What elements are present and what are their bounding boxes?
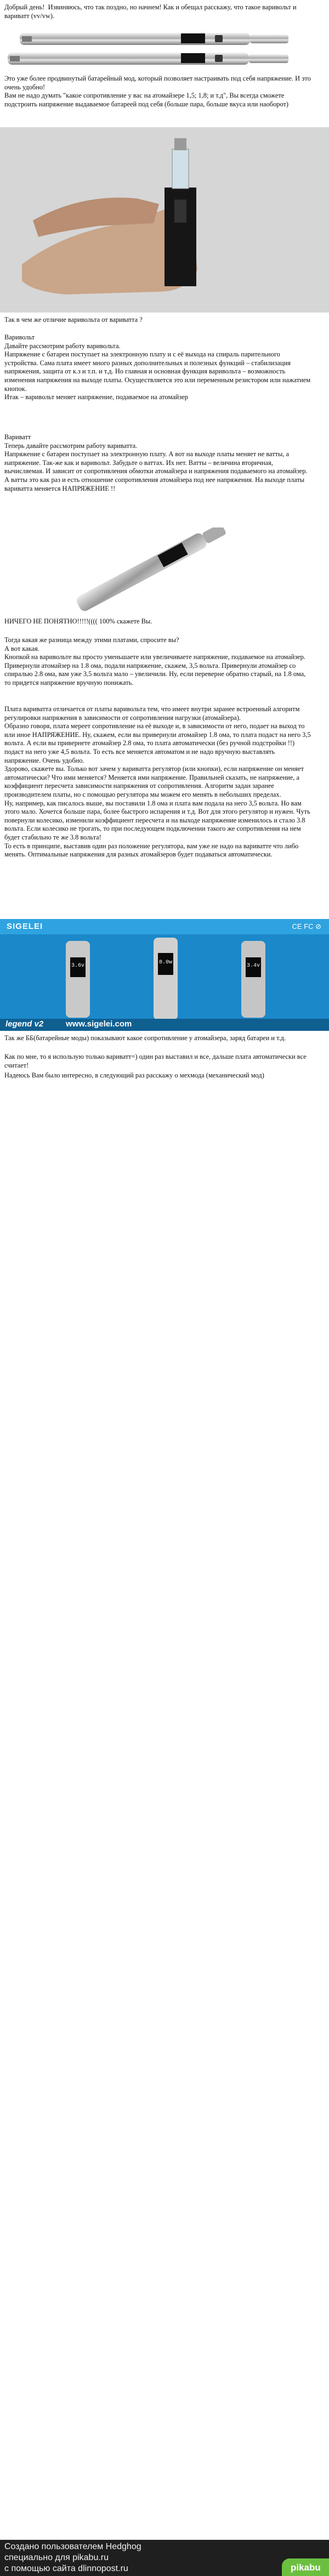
description-paragraph: Это уже более продвинутый батарейный мод, который позволяет настраивать под себя напряжение. И это очень удобно! Вам не надо думать "какое сопротивление у вас на атомайзере 1,5; 1,8; и т.д", Вы всегда сможете подстроить напряжение выдаваемое батареей под себя (больше пара, больше вкуса или наоборот) [4, 75, 311, 108]
variwatt-board-explanation: Плата вариватта отличается от платы варивольта тем, что имеет внутри заранее встроенный алгоритм регулировки напряжения в зависимости от сопротивления нагрузки (атомайзера). Образно говоря, плата мереет сопротивление на её выходе и, в зависимости от него, подает на выход то или иное НАПРЯЖЕНИЕ. Ну, скажем, если вы привернули атомайзер 1.8 ома, то плата подаст на него 3,5 вольта. А если вы привернете атомайзер 2.8 ома, то плата автоматически (без ручной подстройки !!) подаст на него уже 4,5 вольта. То есть все меняется автоматом и не надо вручную выставлять напряжение. Очень удобно. Здорово, скажете вы. Только вот зачем у вариватта регулятор (или кнопки), если напряжение он меняет автоматически? Что ими меняется? Меняется ими напряжение. Правильней сказать, не напряжение, а коэффициент пересчета зависимости напряжения от сопротивления. Алгоритм задан заранее производителем платы, но с помощью регулятора мы можем его менять в небольших пределах. Ну, например, как писалось выше, вы поставили 1.8 ома и плата вам подала на него 3,5 вольта. Но вам этого мало. Хочется больше пара, более быстрого испарения и т.д. Вот для этого регулятор и нужен. Чуть повернули колесико, изменили коэффициент пересчета и на выходе напряжение изменилось и стало 3.8 вольта. Если колесико не трогать, то при последующем подключении такого же сопротивления на нем будет стабильно те же 3.8 вольта! То есть в принципе, выставив один раз положение регулятора, вам уже не надо на вариватте что либо менять. Оптимальные напряжения для разных атомайзеров будет подаваться автоматически. [4, 705, 311, 859]
intro-paragraph: Добрый день! Извиняюсь, что так поздно, но начнем! Как и обещал расскажу, что такое варивольт и вариватт (vv/vw). [4, 3, 298, 20]
mod-illustration [0, 29, 329, 72]
variwatt-section: Вариватт Теперь давайте рассмотрим работу вариватта. Напряжение с батареи поступает на электронную плату. А вот на выходе платы меняет не ватты, а напряжение. Так-же как и варивольт. Забудьте о ваттах. Их нет. Ватты – величина вторичная, вычисляемая. И зависит от сопротивления обмотки атомайзера и напряжения подаваемого на атомайзер. А ватты это как раз и есть отношение сопротивления атомайзера под нее напряжения. На выходе платы вариватта меняется НАПРЯЖЕНИЕ !! [4, 433, 308, 492]
device-readout-2: 8.0w [159, 960, 173, 966]
footer-author: Создано пользователем Hedghog [4, 2542, 141, 2551]
footer-credit [0, 2540, 329, 2576]
difference-explanation: Тогда какая же разница между этими платами, спросите вы? А вот какая. Кнопкой на варивольте вы просто уменьшаете или увеличиваете напряжение, подаваемое на атомайзер. Привернули атомайзер на 1.8 ома, подали напряжение, скажем, 3,5 вольта. Привернули атомайзер со спиралью 2.8 ома, вам уже 3,5 вольта мало – увеличили. Ну, если переверне обратно старый, на 1.8 ома, то придется напряжение вручную понижать. [4, 636, 306, 686]
varivolt-section: Варивольт Давайте рассмотрим работу варивольта. Напряжение с батареи поступает на электронную плату и с её выхода на спираль парительного устройства. Сама плата имеет много разных дополнительных и полезных функций – стабилизация напряжения, защита от к.з и т.п. и т.д. Но главная и основная функция варивольта – возможность изменения напряжения на выходе платы. Осуществляется это или переменным резистором или нажатием кнопок. Итак – варивольт меняет напряжение, подаваемое на атомайзер [4, 333, 311, 401]
hand-mod-photo [0, 127, 329, 313]
pikabu-logo: pikabu [282, 2558, 329, 2576]
question-heading: Так в чем же отличие варивольта от вариватта ? [4, 316, 143, 324]
model-name: legend v2 [5, 1019, 44, 1029]
brand-logo: SIGELEI [7, 922, 43, 931]
footer-tool[interactable]: с помощью сайта dlinnopost.ru [4, 2564, 128, 2573]
diagonal-mod-photo [0, 527, 329, 614]
sigelei-banner-graphic [0, 919, 329, 1031]
closing-note: Надеюсь Вам было интересно, в следующий раз расскажу о мехмода (механический мод) [4, 1071, 264, 1079]
footer-site: специально для pikabu.ru [4, 2553, 109, 2562]
battery-mods-note: Так же ББ(батарейные моды) показывают какое сопротивление у атомайзера, заряд батареи и т.д. [4, 1034, 286, 1042]
website-label: www.sigelei.com [66, 1019, 132, 1029]
confusion-line: НИЧЕГО НЕ ПОНЯТНО!!!!!(((( 100% скажете Вы. [4, 617, 152, 625]
device-readout-3: 3.4v [247, 963, 260, 969]
certification-marks: CE FC ⊘ [292, 922, 321, 930]
diagonal-mod-illustration [0, 527, 329, 614]
mod-photo-top [0, 29, 329, 72]
sigelei-banner [0, 919, 329, 1031]
hand-illustration [0, 127, 329, 313]
author-preference: Как по мне, то я использую только вариватт=) один раз выставил и все, дальше плата автоматически все считает! [4, 1053, 308, 1069]
device-readout-1: 3.6v [71, 963, 85, 969]
